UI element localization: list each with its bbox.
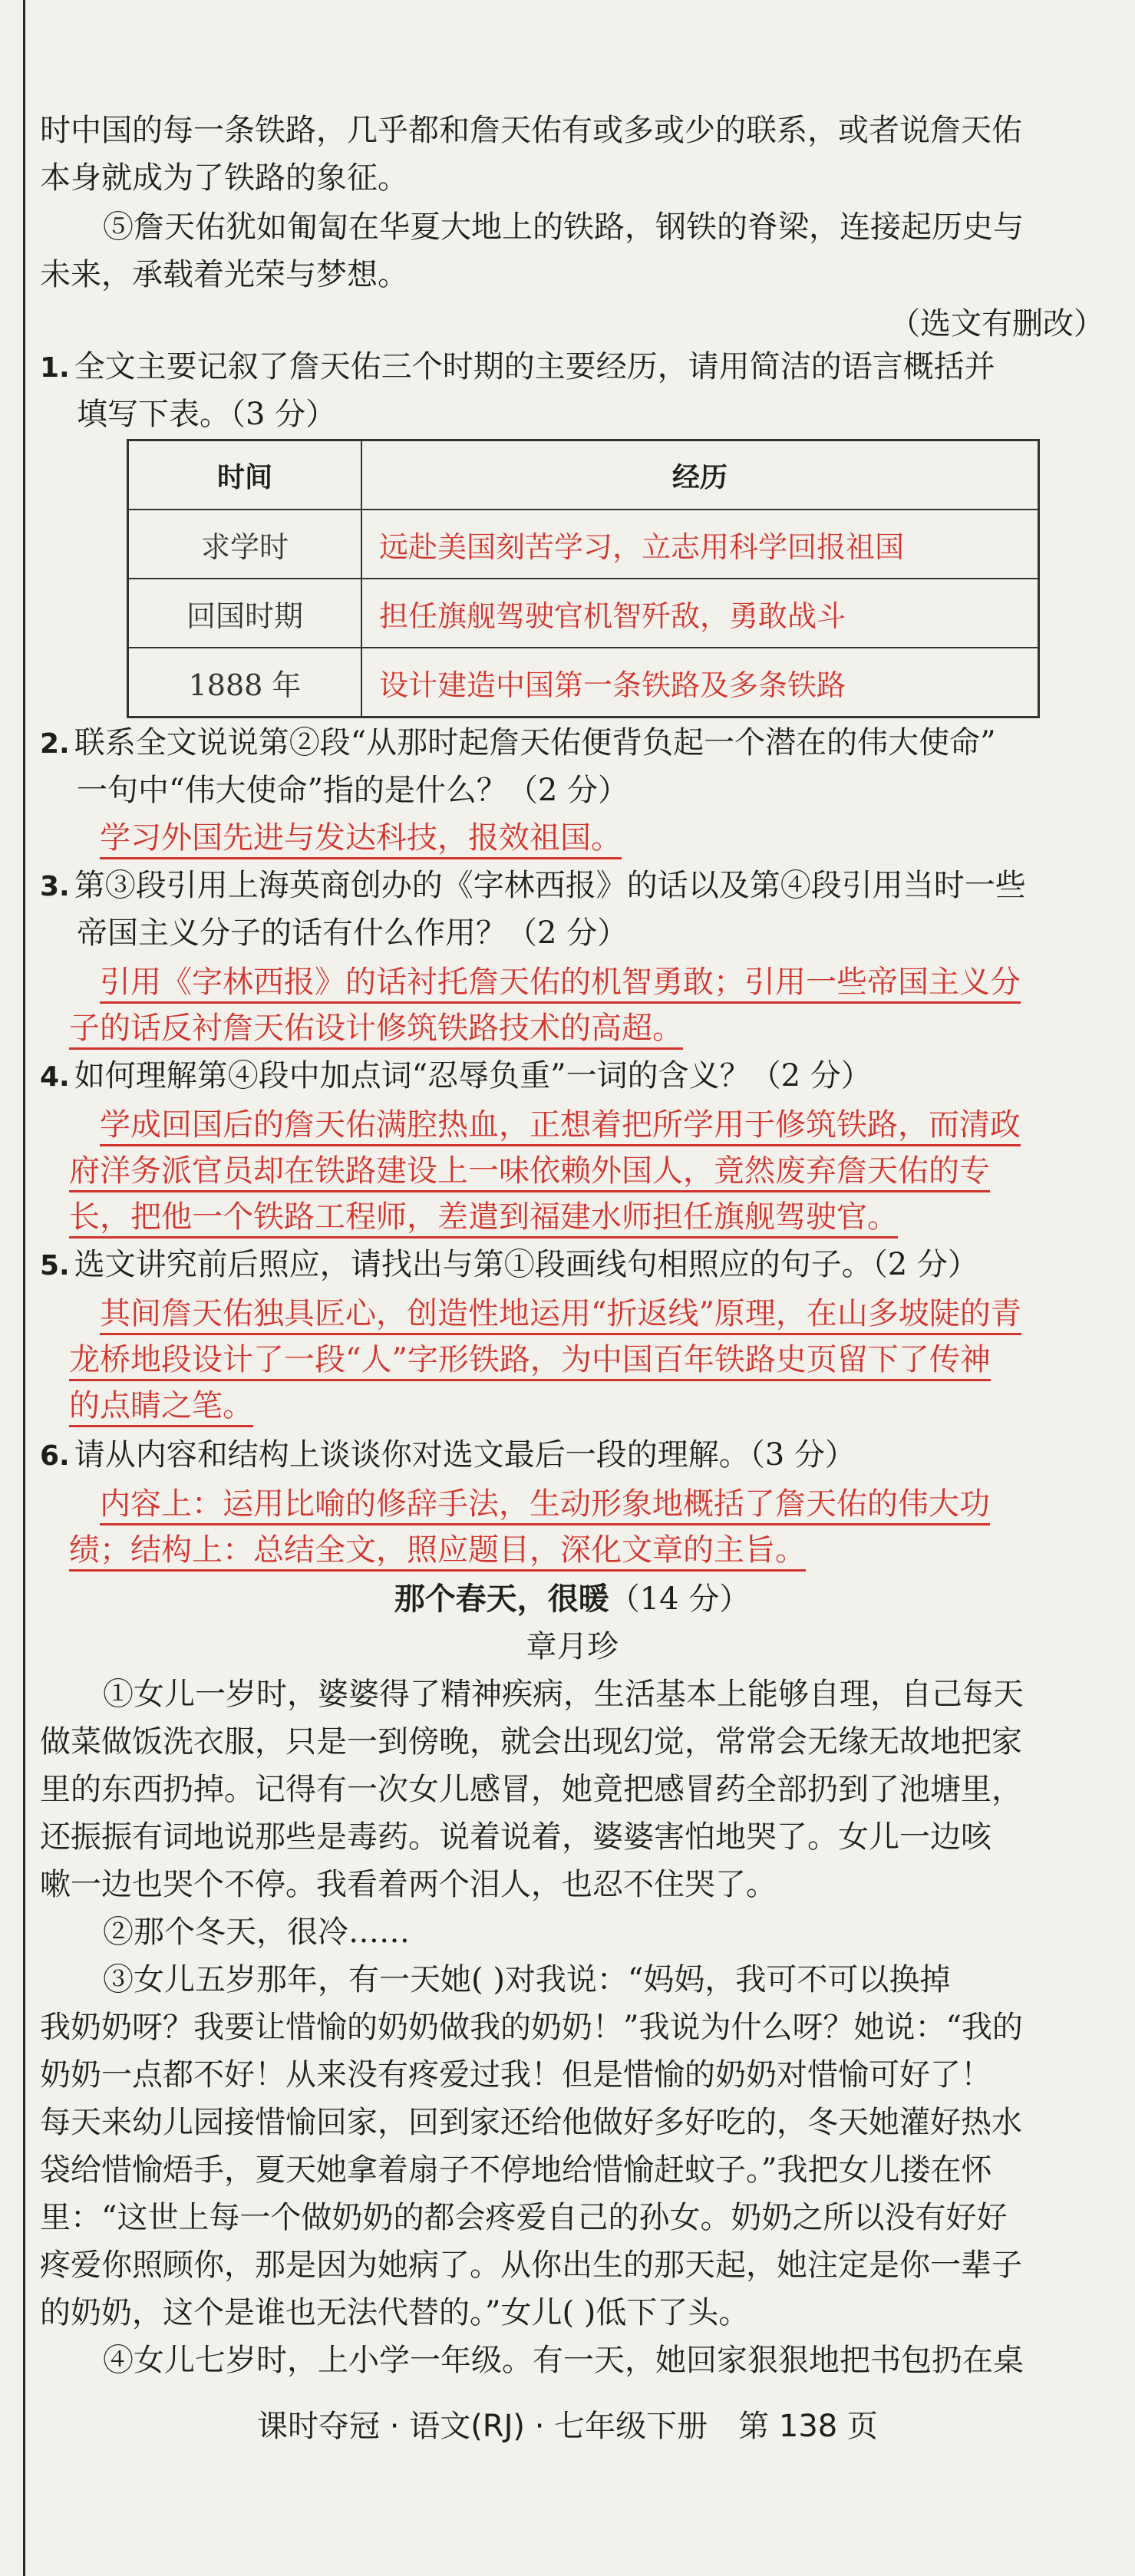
- table-row: [128, 579, 1039, 648]
- table-row: [128, 510, 1039, 579]
- passage-line: 里的东西扔掉。记得有一次女儿感冒，她竟把感冒药全部扔到了池塘里，: [40, 1772, 1022, 1807]
- cell-answer: 远赴美国刻苦学习，立志用科学回报祖国: [361, 510, 1039, 579]
- answer-line: 龙桥地段设计了一段“人”字形铁路，为中国百年铁路史页留下了传神: [69, 1337, 991, 1383]
- answer-line: 其间詹天佑独具匠心，创造性地运用“折返线”原理，在山多坡陡的青: [100, 1291, 1021, 1337]
- answer-line: 学成回国后的詹天佑满腔热血，正想着把所学用于修筑铁路，而清政: [100, 1102, 1021, 1148]
- header-experience: 经历: [361, 440, 1039, 510]
- passage-author: 章月珍: [526, 1629, 619, 1664]
- question-6: [40, 1432, 1104, 1479]
- passage-line: 嗽一边也哭个不停。我看着两个泪人，也忍不住哭了。: [40, 1867, 777, 1902]
- passage-line: 本身就成为了铁路的象征。: [40, 160, 408, 196]
- passage-line: 奶奶一点都不好！从来没有疼爱过我！但是惜愉的奶奶对惜愉可好了！: [40, 2057, 991, 2093]
- question-number: 4.: [40, 1061, 70, 1093]
- passage-line: ③女儿五岁那年，有一天她( )对我说：“妈妈，我可不可以换掉: [103, 1962, 951, 1997]
- title-score: （14 分）: [609, 1582, 751, 1617]
- answer-line: 长，把他一个铁路工程师，差遣到福建水师担任旗舰驾驶官。: [69, 1194, 898, 1240]
- answer-line: 学习外国先进与发达科技，报效祖国。: [100, 815, 622, 861]
- question-text: 第③段引用上海英商创办的《字林西报》的话以及第④段引用当时一些: [74, 868, 1026, 903]
- passage-line: 的奶奶，这个是谁也无法代替的。”女儿( )低下了头。: [40, 2295, 750, 2330]
- question-2: [40, 720, 1104, 767]
- question-text: 请从内容和结构上谈谈你对选文最后一段的理解。（3 分）: [74, 1437, 856, 1473]
- title-text: 那个春天，很暖: [394, 1582, 609, 1617]
- question-3: [40, 863, 1104, 910]
- cell-time: 求学时: [128, 510, 362, 579]
- question-number: 5.: [40, 1250, 70, 1281]
- question-text: 填写下表。（3 分）: [77, 397, 337, 432]
- answer-line: 府洋务派官员却在铁路建设上一味依赖外国人，竟然废弃詹天佑的专: [69, 1148, 990, 1194]
- source-note: （选文有删改）: [889, 306, 1104, 341]
- answer-line: 子的话反衬詹天佑设计修筑铁路技术的高超。: [69, 1005, 683, 1051]
- question-text: 选文讲究前后照应，请找出与第①段画线句相照应的句子。（2 分）: [74, 1247, 978, 1282]
- question-text: 帝国主义分子的话有什么作用？（2 分）: [77, 915, 629, 951]
- cell-time: 1888 年: [128, 648, 362, 717]
- question-text: 全文主要记叙了詹天佑三个时期的主要经历，请用简洁的语言概括并: [74, 349, 995, 384]
- table-header-row: [128, 440, 1039, 510]
- passage-title: [40, 1576, 1104, 1622]
- question-number: 6.: [40, 1440, 70, 1472]
- question-text: 如何理解第④段中加点词“忍辱负重”一词的含义？（2 分）: [74, 1058, 872, 1093]
- question-5: [40, 1242, 1104, 1289]
- question-text: 联系全文说说第②段“从那时起詹天佑便背负起一个潜在的伟大使命”: [74, 725, 996, 760]
- passage-line: 袋给惜愉焐手，夏天她拿着扇子不停地给惜愉赶蚊子。”我把女儿搂在怀: [40, 2152, 992, 2188]
- experience-table: [127, 439, 1040, 718]
- answer-line: 引用《字林西报》的话衬托詹天佑的机智勇敢；引用一些帝国主义分: [100, 959, 1021, 1005]
- cell-answer: 设计建造中国第一条铁路及多条铁路: [361, 648, 1039, 717]
- passage-line: ②那个冬天，很冷……: [103, 1915, 410, 1950]
- question-number: 2.: [40, 728, 70, 760]
- passage-line: ①女儿一岁时，婆婆得了精神疾病，生活基本上能够自理，自己每天: [103, 1677, 1024, 1712]
- passage-line: ⑤詹天佑犹如匍匐在华夏大地上的铁路，钢铁的脊梁，连接起历史与: [103, 209, 1024, 245]
- question-4: [40, 1053, 1104, 1100]
- cell-answer: 担任旗舰驾驶官机智歼敌，勇敢战斗: [361, 579, 1039, 648]
- question-1: [40, 344, 1104, 391]
- passage-line: 未来，承载着光荣与梦想。: [40, 257, 408, 292]
- header-time: 时间: [128, 440, 362, 510]
- question-number: 1.: [40, 352, 70, 384]
- passage-line: 我奶奶呀？我要让惜愉的奶奶做我的奶奶！”我说为什么呀？她说：“我的: [40, 2010, 1023, 2045]
- passage-line: 时中国的每一条铁路，几乎都和詹天佑有或多或少的联系，或者说詹天佑: [40, 113, 1022, 148]
- margin-rule: [23, 0, 25, 2576]
- question-number: 3.: [40, 871, 70, 902]
- passage-line: 做菜做饭洗衣服，只是一到傍晚，就会出现幻觉，常常会无缘无故地把家: [40, 1724, 1022, 1760]
- passage-line: 还振振有词地说那些是毒药。说着说着，婆婆害怕地哭了。女儿一边咳: [40, 1819, 991, 1855]
- answer-line: 绩；结构上：总结全文，照应题目，深化文章的主旨。: [69, 1527, 806, 1573]
- answer-line: 内容上：运用比喻的修辞手法，生动形象地概括了詹天佑的伟大功: [100, 1481, 990, 1527]
- passage-line: 疼爱你照顾你，那是因为她病了。从你出生的那天起，她注定是你一辈子: [40, 2248, 1022, 2283]
- answer-line: 的点睛之笔。: [69, 1383, 253, 1429]
- passage-line: ④女儿七岁时，上小学一年级。有一天，她回家狠狠地把书包扔在桌: [103, 2343, 1024, 2378]
- table-row: [128, 648, 1039, 717]
- passage-line: 每天来幼儿园接惜愉回家，回到家还给他做好多好吃的，冬天她灌好热水: [40, 2105, 1022, 2140]
- passage-line: 里：“这世上每一个做奶奶的都会疼爱自己的孙女。奶奶之所以没有好好: [40, 2200, 1008, 2235]
- page-footer: 课时夺冠 · 语文(RJ) · 七年级下册 第 138 页: [257, 2409, 878, 2444]
- question-text: 一句中“伟大使命”指的是什么？（2 分）: [77, 773, 629, 808]
- cell-time: 回国时期: [128, 579, 362, 648]
